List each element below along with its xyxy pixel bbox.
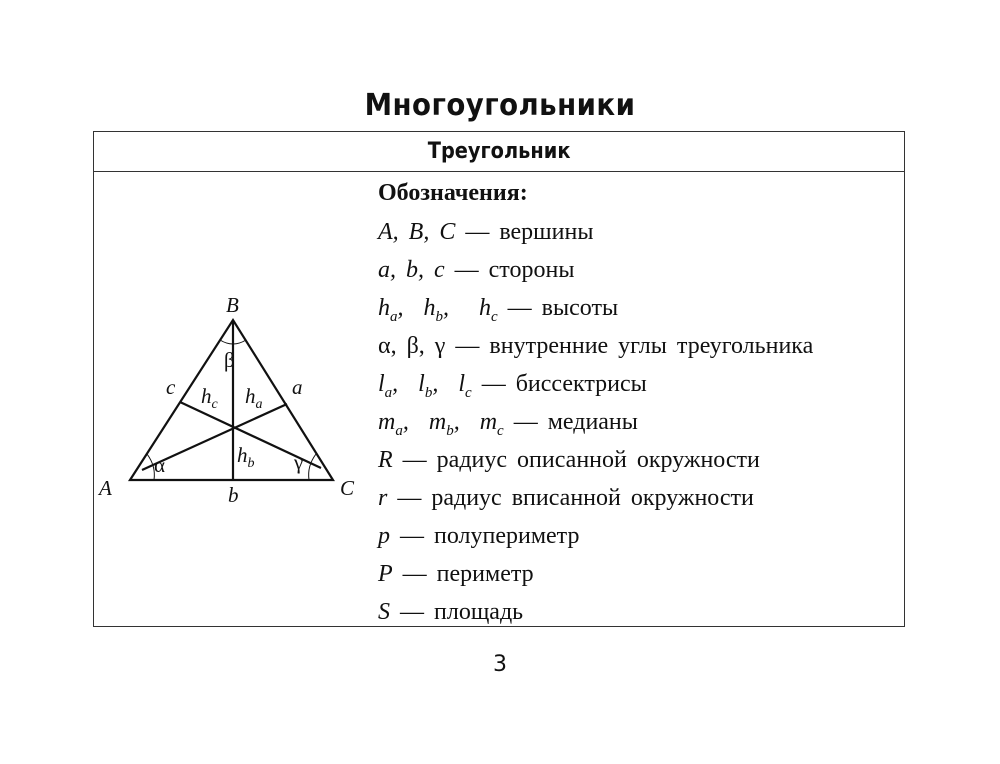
legend-desc: радиус описанной окружности — [436, 447, 760, 473]
angle-gamma-label: γ — [294, 450, 304, 474]
legend-desc: биссектрисы — [515, 371, 647, 397]
angle-alpha-label: α — [154, 453, 166, 477]
legend-symbol: A, B, C — [378, 219, 456, 245]
legend-dash: — — [402, 561, 427, 587]
legend-dash: — — [481, 371, 506, 397]
legend-row-heights — [378, 291, 903, 329]
legend-dash: — — [507, 295, 532, 321]
legend-row-sides — [378, 253, 903, 291]
legend-dash: — — [513, 409, 538, 435]
legend-symbol: a, b, c — [378, 257, 445, 283]
angle-arc-gamma — [309, 454, 316, 480]
legend-title: Обозначения: — [378, 180, 528, 206]
legend-symbol: r — [378, 485, 388, 511]
legend-symbol: p — [378, 523, 390, 549]
legend-dash: — — [400, 599, 424, 625]
side-b-label: b — [228, 483, 239, 507]
legend-dash: — — [400, 523, 424, 549]
legend-desc: внутренние углы треугольника — [489, 333, 814, 359]
side-a-label: a — [292, 375, 303, 399]
legend-row-inradius — [378, 481, 903, 519]
legend-desc: периметр — [436, 561, 534, 587]
page-number: 3 — [493, 652, 507, 677]
legend-row-bisectors — [378, 367, 903, 405]
legend-symbol: α, β, γ — [378, 333, 446, 359]
vertex-c-label: C — [340, 476, 355, 500]
legend-row-medians — [378, 405, 903, 443]
triangle-svg — [94, 172, 374, 628]
legend-desc: полупериметр — [434, 523, 580, 549]
notation-legend — [378, 177, 903, 633]
legend-row-perimeter — [378, 557, 903, 595]
legend-desc: медианы — [547, 409, 638, 435]
legend-dash: — — [454, 257, 479, 283]
legend-desc: высоты — [541, 295, 619, 321]
legend-row-area — [378, 595, 903, 633]
legend-row-vertices — [378, 215, 903, 253]
legend-row-angles — [378, 329, 903, 367]
legend-desc: вершины — [499, 219, 594, 245]
vertex-a-label: A — [99, 476, 112, 500]
legend-symbol: P — [378, 561, 393, 587]
content-box — [93, 131, 905, 627]
legend-symbol: S — [378, 599, 390, 625]
legend-desc: стороны — [488, 257, 575, 283]
legend-desc: площадь — [434, 599, 524, 625]
section-header — [94, 132, 904, 172]
vertex-b-label: B — [226, 293, 239, 317]
legend-dash: — — [455, 333, 480, 359]
legend-symbol: $m_a$, $m_b$, $m_c$ — [378, 409, 504, 439]
side-c-label: c — [166, 375, 176, 399]
height-hb-label: $h_b$ — [237, 443, 255, 471]
section-title: Треугольник — [427, 139, 571, 164]
triangle-diagram — [94, 172, 374, 628]
legend-symbol: R — [378, 447, 393, 473]
page-title: Многоугольники — [364, 88, 636, 123]
legend-symbol: $h_a$, $h_b$, $h_c$ — [378, 295, 498, 325]
legend-dash: — — [397, 485, 422, 511]
legend-row-semiperimeter — [378, 519, 903, 557]
legend-dash: — — [465, 219, 490, 245]
legend-symbol: $l_a$, $l_b$, $l_c$ — [378, 371, 472, 401]
height-ha-label: $h_a$ — [245, 384, 263, 412]
angle-beta-label: β — [224, 348, 235, 372]
legend-desc: радиус вписанной окружности — [431, 485, 754, 511]
legend-dash: — — [402, 447, 427, 473]
height-hc-label: $h_c$ — [201, 384, 218, 412]
legend-row-circumradius — [378, 443, 903, 481]
